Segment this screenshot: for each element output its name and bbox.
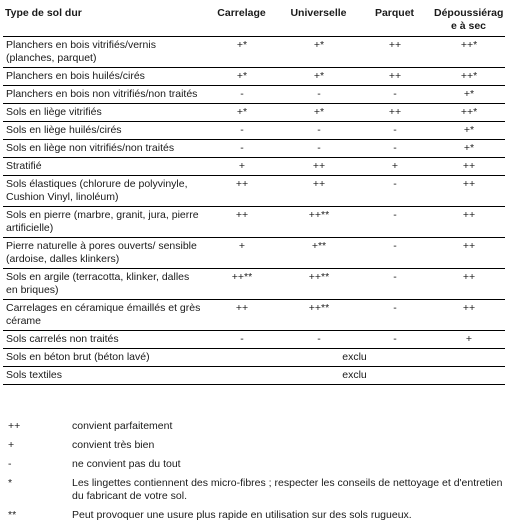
rating-cell: -	[357, 176, 432, 207]
table-row	[3, 349, 505, 367]
rating-cell: +*	[203, 104, 280, 122]
excluded-cell: exclu	[203, 367, 505, 385]
row-label: Sols textiles	[3, 367, 203, 385]
rating-cell: ++**	[203, 269, 280, 300]
table-row	[3, 86, 505, 104]
legend-text: Les lingettes contiennent des micro-fibres ; respecter les conseils de nettoyage et d'entretien du fabricant de votre sol.	[72, 477, 503, 502]
row-label: Sols en béton brut (béton lavé)	[3, 349, 203, 367]
row-label: Sols en liège huilés/cirés	[3, 122, 203, 140]
rating-cell: +*	[280, 104, 357, 122]
table-row	[3, 367, 505, 385]
column-header-tile: Carrelage	[203, 7, 280, 37]
rating-cell: +**	[280, 238, 357, 269]
rating-cell: -	[357, 331, 432, 349]
row-label: Sols carrelés non traités	[3, 331, 203, 349]
row-label: Sols en pierre (marbre, granit, jura, pierre artificielle)	[3, 207, 203, 238]
table-row	[3, 176, 505, 207]
table-row	[3, 104, 505, 122]
rating-cell: ++**	[280, 207, 357, 238]
rating-cell: ++	[203, 207, 280, 238]
table-row	[3, 331, 505, 349]
table-row	[3, 140, 505, 158]
rating-cell: ++	[432, 300, 505, 331]
legend-item	[6, 439, 504, 452]
rating-cell: -	[203, 331, 280, 349]
rating-cell: ++	[357, 68, 432, 86]
row-label: Planchers en bois vitrifiés/vernis (planches, parquet)	[3, 37, 203, 68]
row-label: Sols en liège vitrifiés	[3, 104, 203, 122]
legend	[6, 420, 504, 528]
column-header-universal: Universelle	[280, 7, 357, 37]
table-header-row	[3, 7, 505, 37]
legend-item	[6, 477, 504, 503]
rating-cell: +	[203, 158, 280, 176]
table-row	[3, 37, 505, 68]
rating-cell: ++	[432, 269, 505, 300]
rating-cell: +*	[280, 37, 357, 68]
legend-text: convient parfaitement	[72, 420, 173, 432]
rating-cell: -	[280, 122, 357, 140]
rating-cell: ++	[280, 176, 357, 207]
legend-symbol: ++	[8, 420, 21, 432]
legend-symbol: **	[8, 509, 17, 521]
column-header-dry-dusting: Dépoussiérag e à sec	[432, 7, 505, 37]
rating-cell: +	[203, 238, 280, 269]
rating-cell: -	[357, 122, 432, 140]
table-row	[3, 238, 505, 269]
rating-cell: -	[280, 86, 357, 104]
legend-text: Peut provoquer une usure plus rapide en utilisation sur des sols rugueux.	[72, 509, 412, 521]
rating-cell: ++*	[432, 68, 505, 86]
legend-symbol: *	[8, 477, 13, 489]
rating-cell: +*	[203, 37, 280, 68]
legend-text: ne convient pas du tout	[72, 458, 181, 470]
rating-cell: ++	[432, 176, 505, 207]
legend-symbol: +	[8, 439, 15, 451]
table-row	[3, 68, 505, 86]
row-label: Sols élastiques (chlorure de polyvinyle, Cushion Vinyl, linoléum)	[3, 176, 203, 207]
rating-cell: -	[357, 300, 432, 331]
rating-cell: ++**	[280, 269, 357, 300]
rating-cell: +*	[203, 68, 280, 86]
legend-symbol: -	[8, 458, 12, 470]
rating-cell: +*	[432, 122, 505, 140]
rating-cell: ++	[203, 176, 280, 207]
rating-cell: ++**	[280, 300, 357, 331]
rating-cell: ++	[432, 207, 505, 238]
table-row	[3, 207, 505, 238]
rating-cell: ++*	[432, 104, 505, 122]
row-label: Sols en argile (terracotta, klinker, dalles en briques)	[3, 269, 203, 300]
rating-cell: +*	[432, 86, 505, 104]
rating-cell: +*	[432, 140, 505, 158]
row-label: Pierre naturelle à pores ouverts/ sensible (ardoise, dalles klinkers)	[3, 238, 203, 269]
row-label: Planchers en bois huilés/cirés	[3, 68, 203, 86]
rating-cell: ++	[357, 37, 432, 68]
row-label: Planchers en bois non vitrifiés/non traités	[3, 86, 203, 104]
rating-cell: -	[203, 122, 280, 140]
column-header-parquet: Parquet	[357, 7, 432, 37]
table-row	[3, 300, 505, 331]
rating-cell: -	[203, 140, 280, 158]
rating-cell: -	[357, 238, 432, 269]
row-label: Stratifié	[3, 158, 203, 176]
floor-type-table	[3, 7, 505, 385]
rating-cell: ++	[432, 158, 505, 176]
legend-item	[6, 458, 504, 471]
rating-cell: +	[432, 331, 505, 349]
rating-cell: -	[357, 86, 432, 104]
row-label: Carrelages en céramique émaillés et grès cérame	[3, 300, 203, 331]
rating-cell: ++*	[432, 37, 505, 68]
legend-item	[6, 509, 504, 522]
rating-cell: ++	[357, 104, 432, 122]
rating-cell: ++	[280, 158, 357, 176]
rating-cell: -	[280, 140, 357, 158]
rating-cell: ++	[203, 300, 280, 331]
table-row	[3, 122, 505, 140]
legend-text: convient très bien	[72, 439, 155, 451]
rating-cell: +*	[280, 68, 357, 86]
column-header-floor-type: Type de sol dur	[3, 7, 203, 37]
excluded-cell: exclu	[203, 349, 505, 367]
rating-cell: ++	[432, 238, 505, 269]
rating-cell: -	[357, 140, 432, 158]
rating-cell: -	[203, 86, 280, 104]
rating-cell: +	[357, 158, 432, 176]
table-row	[3, 269, 505, 300]
rating-cell: -	[280, 331, 357, 349]
rating-cell: -	[357, 207, 432, 238]
row-label: Sols en liège non vitrifiés/non traités	[3, 140, 203, 158]
table-row	[3, 158, 505, 176]
rating-cell: -	[357, 269, 432, 300]
legend-item	[6, 420, 504, 433]
